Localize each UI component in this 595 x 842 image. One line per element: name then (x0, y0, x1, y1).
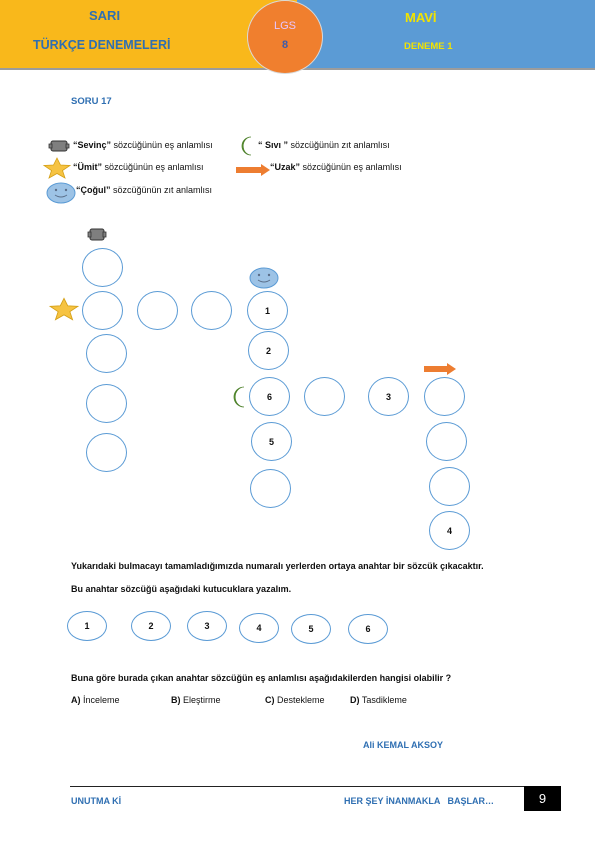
footer-right-text: HER ŞEY İNANMAKLA BAŞLAR… (344, 796, 495, 806)
header-sari: SARI (89, 8, 121, 23)
legend-item-cogul: “Çoğul” sözcüğünün zıt anlamlısı (76, 185, 213, 195)
smiley-face-icon (249, 267, 279, 289)
puzzle-cell[interactable] (424, 377, 465, 416)
answer-box[interactable]: 6 (348, 614, 388, 644)
legend-item-sevinc: “Sevinç” sözcüğünün eş anlamlısı (73, 140, 213, 150)
answer-box[interactable]: 4 (239, 613, 279, 643)
page-number: 9 (524, 786, 561, 811)
gray-block-icon (48, 139, 70, 151)
lgs-badge-grade: 8 (281, 39, 289, 51)
puzzle-cell-numbered[interactable]: 2 (248, 331, 289, 370)
instruction-line-1: Yukarıdaki bulmacayı tamamladığımızda numaralı yerlerden ortaya anahtar bir sözcük çıkacaktır. (71, 561, 484, 571)
answer-box[interactable]: 1 (67, 611, 107, 641)
footer-divider (70, 786, 525, 787)
puzzle-cell[interactable] (429, 467, 470, 506)
puzzle-cell[interactable] (82, 291, 123, 330)
arrow-right-icon (424, 362, 456, 374)
author-name: Ali KEMAL AKSOY (363, 740, 444, 750)
star-icon (42, 157, 72, 179)
star-icon (48, 297, 80, 321)
legend-item-umit: “Ümit” sözcüğünün eş anlamlısı (73, 162, 204, 172)
instruction-line-2: Bu anahtar sözcüğü aşağıdaki kutucuklara yazalım. (71, 584, 292, 594)
header-mavi: MAVİ (405, 10, 437, 25)
puzzle-cell[interactable] (86, 433, 127, 472)
option-c[interactable]: C) Destekleme (265, 695, 325, 705)
puzzle-cell[interactable] (137, 291, 178, 330)
header-right-band (297, 0, 595, 70)
header-series-title: TÜRKÇE DENEMELERİ (33, 38, 171, 52)
legend-item-uzak: “Uzak” sözcüğünün eş anlamlısı (270, 162, 402, 172)
puzzle-cell[interactable] (250, 469, 291, 508)
answer-box[interactable]: 3 (187, 611, 227, 641)
puzzle-cell-numbered[interactable]: 4 (429, 511, 470, 550)
puzzle-cell-numbered[interactable]: 3 (368, 377, 409, 416)
footer-left-text: UNUTMA Kİ (71, 796, 122, 806)
crescent-moon-icon (235, 136, 257, 156)
answer-box[interactable]: 5 (291, 614, 331, 644)
gray-block-icon (87, 228, 107, 241)
legend-item-sivi: “ Sıvı ” sözcüğünün zıt anlamlısı (258, 140, 390, 150)
puzzle-cell-numbered[interactable]: 6 (249, 377, 290, 416)
lgs-badge-label: LGS (273, 20, 296, 32)
puzzle-cell[interactable] (86, 334, 127, 373)
puzzle-cell[interactable] (304, 377, 345, 416)
puzzle-cell[interactable] (86, 384, 127, 423)
puzzle-cell[interactable] (191, 291, 232, 330)
smiley-face-icon (46, 182, 76, 204)
option-d[interactable]: D) Tasdikleme (350, 695, 407, 705)
lgs-badge (247, 0, 323, 74)
option-b[interactable]: B) Eleştirme (171, 695, 221, 705)
answer-box[interactable]: 2 (131, 611, 171, 641)
header-deneme: DENEME 1 (404, 41, 453, 52)
puzzle-cell[interactable] (426, 422, 467, 461)
puzzle-cell-numbered[interactable]: 5 (251, 422, 292, 461)
crescent-moon-icon (227, 386, 249, 408)
question-number: SORU 17 (71, 96, 112, 107)
option-a[interactable]: A) İnceleme (71, 695, 120, 705)
puzzle-cell[interactable] (82, 248, 123, 287)
puzzle-cell-numbered[interactable]: 1 (247, 291, 288, 330)
arrow-right-icon (236, 163, 270, 175)
question-text: Buna göre burada çıkan anahtar sözcüğün eş anlamlısı aşağıdakilerden hangisi olabilir ? (71, 673, 452, 683)
